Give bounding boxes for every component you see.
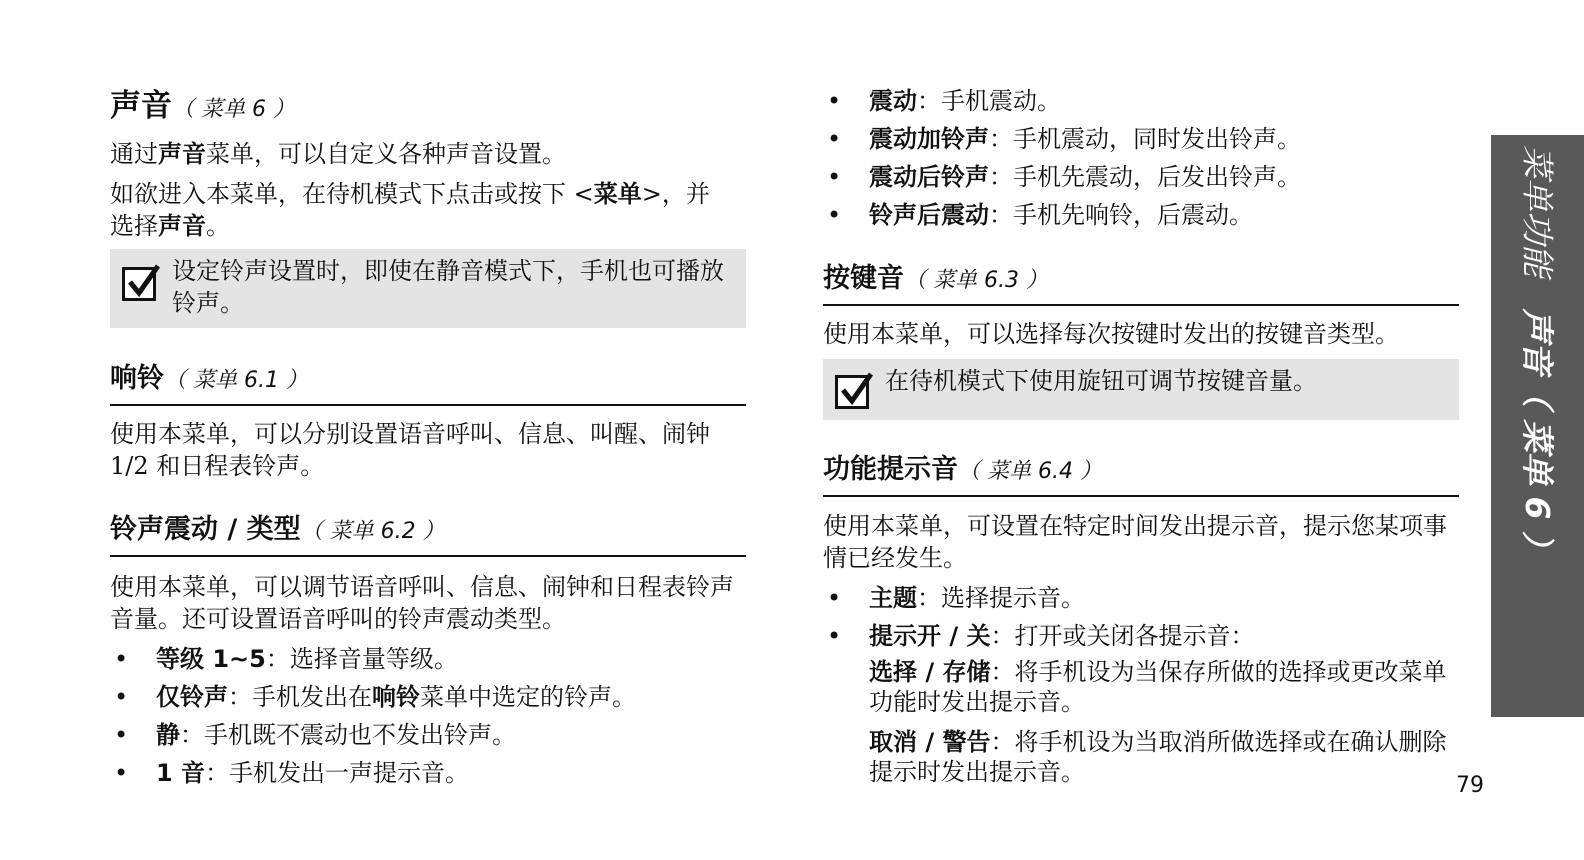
checkmark-note-icon [122,267,156,301]
checkmark-note-icon [835,375,869,409]
list-item: • 震动后铃声：手机先震动，后发出铃声。 [823,161,1459,199]
sound-access-instructions: 如欲进入本菜单，在待机模式下点击或按下 <菜单>，并选择声音。 [110,180,710,240]
section-title-keytone: 按键音（ 菜单 6.3 ） [823,262,1459,306]
sound-note-box [110,249,746,328]
keytone-description: 使用本菜单，可以选择每次按键时发出的按键音类型。 [823,320,1399,348]
sub-item-cancel-warning: 取消 / 警告：将手机设为当取消所做选择或在确认删除提示时发出提示音。 [869,728,1447,786]
keytone-note-text: 在待机模式下使用旋钮可调节按键音量。 [885,367,1317,395]
ring-vibe-description: 使用本菜单，可以调节语音呼叫、信息、闹钟和日程表铃声音量。还可设置语音呼叫的铃声震动类型。 [110,573,734,633]
function-tone-description: 使用本菜单，可设置在特定时间发出提示音，提示您某项事情已经发生。 [823,512,1447,572]
sound-menu-ref: （ 菜单 6 ） [172,97,295,122]
section-title-function-tone: 功能提示音（ 菜单 6.4 ） [823,453,1459,497]
list-item: • 静：手机既不震动也不发出铃声。 [110,719,746,757]
sound-title-text: 声音 [110,88,172,124]
keytone-note-box [823,359,1459,420]
sound-intro: 通过声音菜单，可以自定义各种声音设置。 [110,140,566,168]
list-item: • 等级 1~5：选择音量等级。 [110,643,746,681]
section-title-ringtone: 响铃（ 菜单 6.1 ） [110,362,746,406]
list-item: • 仅铃声：手机发出在响铃菜单中选定的铃声。 [110,681,746,719]
page-number: 79 [1456,773,1484,798]
chapter-side-tab [1491,135,1584,717]
list-item: • 主题：选择提示音。 [823,582,1459,620]
sub-item-select-save: 选择 / 存储：将手机设为当保存所做的选择或更改菜单功能时发出提示音。 [869,658,1447,716]
list-item: • 铃声后震动：手机先响铃，后震动。 [823,199,1459,237]
section-title-sound [110,88,295,128]
sound-note-text: 设定铃声设置时，即使在静音模式下，手机也可播放铃声。 [172,257,724,317]
list-item: • 震动：手机震动。 [823,85,1459,123]
list-item: • 提示开 / 关：打开或关闭各提示音： [823,620,1459,658]
ringtone-description: 使用本菜单，可以分别设置语音呼叫、信息、叫醒、闹钟 1/2 和日程表铃声。 [110,420,710,480]
vibe-type-list [823,85,1459,237]
ring-vibe-list [110,643,746,795]
section-title-ring-vibe: 铃声震动 / 类型（ 菜单 6.2 ） [110,513,746,557]
function-tone-list [823,582,1459,658]
list-item: • 震动加铃声：手机震动，同时发出铃声。 [823,123,1459,161]
chapter-side-tab-text: 菜单功能 声音（ 菜单 6 ） [1517,145,1557,564]
list-item: • 1 音：手机发出一声提示音。 [110,757,746,795]
